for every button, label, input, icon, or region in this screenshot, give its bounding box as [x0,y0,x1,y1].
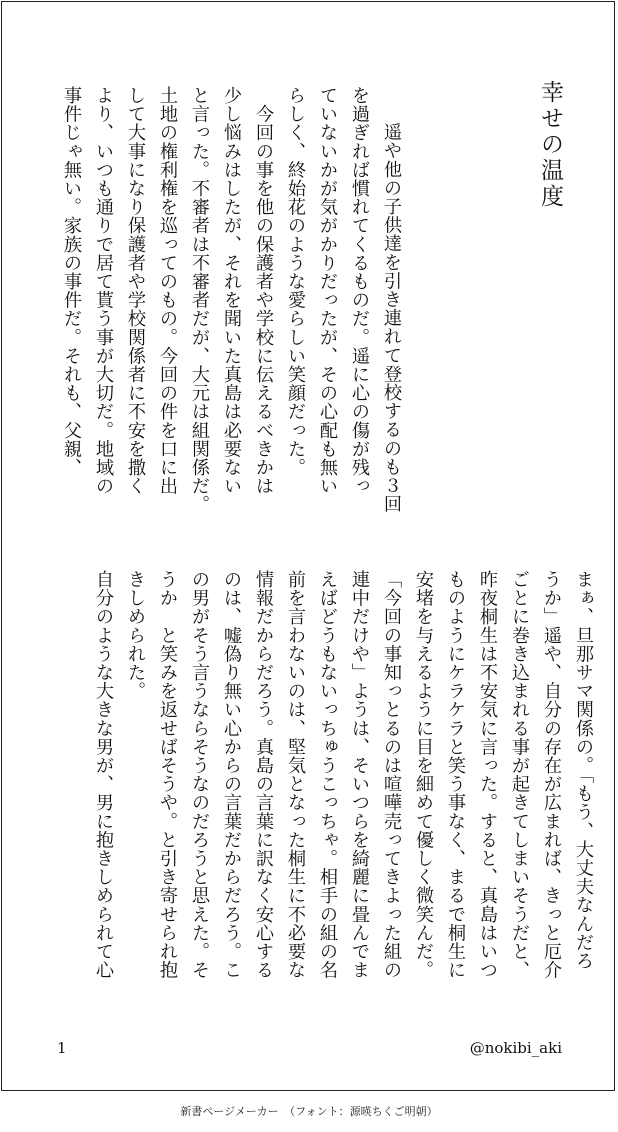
text-column: 土地の権利権を巡ってのもの。今回の件を口に出 [157,86,178,496]
page-title: 幸せの温度 [537,80,563,210]
text-column: 安堵を与えるように目を細めて優しく微笑んだ。 [413,570,434,980]
text-column: のは、嘘偽り無い心からの言葉だからだろう。こ [221,570,242,980]
text-column: と言った。不審者は不審者だが、大元は組関係だ。 [189,86,210,514]
text-column: 情報だからだろう。真島の言葉に訳なく安心する [253,570,274,980]
text-column: うか」遥や、自分の存在が広まれば、きっと厄介 [541,570,562,980]
text-column: を過ぎれば慣れてくるものだ。遥に心の傷が残っ [349,86,370,496]
text-column: 少し悩みはしたが、それを聞いた真島は必要ない [221,86,242,496]
text-column: より、いつも通りで居て貰う事が大切だ。地域の [93,86,114,496]
text-column: して大事になり保護者や学校関係者に不安を撒く [125,86,146,496]
text-column: 今回の事を他の保護者や学校に伝えるべきかは [253,86,274,496]
text-column: 昨夜桐生は不安気に言った。すると、真島はいつ [477,570,498,980]
generator-credit: 新書ページメーカー （フォント：源暎ちくご明朝） [180,1105,438,1118]
page-number: 1 [57,1039,67,1057]
text-column: きしめられた。 [125,570,146,701]
text-column: ていないかが気がかりだったが、その心配も無い [317,86,338,496]
text-column: 前を言わないのは、堅気となった桐生に不必要な [285,570,306,980]
text-column: まぁ、旦那サマ関係の。「もう、大丈夫なんだろ [573,570,594,971]
text-column: 「今回の事知っとるのは喧嘩売ってきよった組の [381,570,402,980]
text-column: らしく、終始花のような愛らしい笑顔だった。 [285,86,306,477]
author-handle: @nokibi_aki [469,1039,562,1057]
text-column: 連中だけや」ようは、そいつらを綺麗に畳んでま [349,570,370,980]
text-column: ごとに巻き込まれる事が起きてしまいそうだと、 [509,570,530,980]
document-page [1,1,615,1091]
text-column: うか と笑みを返せばそうや。と引き寄せられ抱 [157,570,178,980]
text-column: 遥や他の子供達を引き連れて登校するのも３回 [381,104,402,514]
text-column: ものようにケラケラと笑う事なく、まるで桐生に [445,570,466,980]
text-column: の男がそう言うならそうなのだろうと思えた。そ [189,570,210,980]
text-column: 事件じゃ無い。家族の事件だ。それも、父親、 [61,86,82,477]
text-column: 自分のような大きな男が、男に抱きしめられて心 [93,570,114,980]
text-column: えばどうもないっちゅうこっちゃ。相手の組の名 [317,570,338,980]
